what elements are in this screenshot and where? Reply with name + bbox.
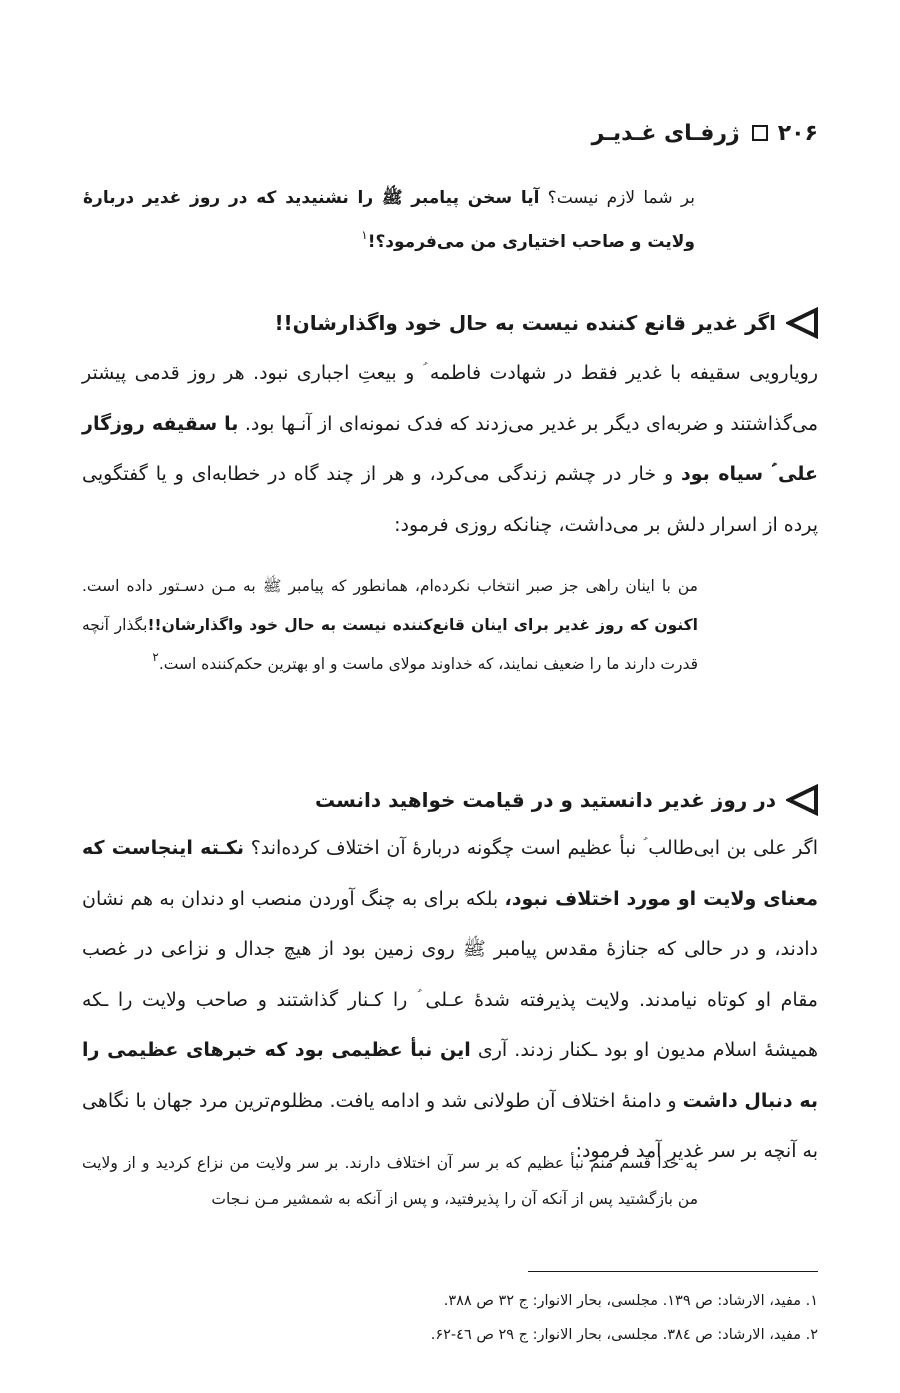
section-heading-1-text: اگر غدیر قانع کننده نیست به حال خود واگذارشان!!: [274, 311, 776, 335]
section-1-paragraph: [82, 348, 818, 550]
footnote-ref-1[interactable]: ۱: [361, 228, 368, 242]
paragraph-text: اگر علی بن ابی‌طالب ؑ نبأ عظیم است چگونه دربارهٔ آن اختلاف کرده‌اند؟: [244, 837, 818, 859]
paragraph-text: رویارویی سقیفه با غدیر فقط در شهادت فاطمه ؑ و بیعتِ اجباری نبود. هر روز قدمی پیشتر می‌گذاشتند و ضربه‌ای دیگر بر غدیر می‌زدند که فدک نمونه‌ای از آنـها بود.: [82, 362, 819, 435]
square-separator-icon: [752, 125, 768, 141]
paragraph-text: و خار در چشم زندگی می‌کرد، و هر از چند گاه در خطابه‌ای و یا گفتگویی پرده از اسرار دلش بر می‌داشت، چنانکه روزی فرمود:: [82, 463, 818, 536]
paragraph-bold-text: این نبأ عظیمی بود که خبرهای عظیمی را به دنبال داشت: [82, 1039, 818, 1112]
page-number: ۲۰۶: [777, 120, 818, 146]
quote-bold-text: اکنون که روز غدیر برای اینان قانع‌کننده نیست به حال خود واگذارشان!!: [147, 616, 698, 634]
section-1-quote: [82, 567, 698, 684]
intro-quote-continuation: [83, 176, 695, 264]
quote-text: بگذار آنچه قدرت دارند ما را ضعیف نمایند، که خداوند مولای ماست و او بهترین حکم‌کننده است.: [82, 616, 698, 673]
paragraph-bold-text: نکـته اینجاست که معنای ولایت او مورد اختلاف نبود،: [82, 837, 818, 910]
section-heading-1: [82, 303, 818, 343]
section-2-paragraph: [82, 823, 818, 1177]
quote-text: به خدا قسم منم نبأ عظیم که بر سر آن اختلاف دارند. بر سر ولایت من نزاع کردید و از ولایت من بازگشتید پس از آنکه آن را پذیرفتید، و پس از آنکه به شمشیر مـن نـجات: [82, 1154, 698, 1208]
footnote-divider: [528, 1271, 818, 1272]
footnote-1: ۱. مفید، الارشاد: ص ۱۳۹. مجلسی، بحار الانوار: ج ۳۲ ص ۳۸۸.: [443, 1293, 818, 1309]
footnote-ref-2[interactable]: ۲: [152, 650, 159, 664]
triangle-bullet-icon: [786, 307, 818, 339]
section-heading-2: [82, 780, 818, 820]
quote-text: من با اینان راهی جز صبر انتخاب نکرده‌ام، همانطور که پیامبر ﷺ به مـن دسـتور داده است.: [82, 577, 698, 595]
intro-bold-text: آیا سخن پیامبر ﷺ را نشنیدید که در روز غدیر دربارهٔ ولایت و صاحب اختیاری من می‌فرمود؟!: [83, 188, 695, 252]
footnote-2: ۲. مفید، الارشاد: ص ۳۸٤. مجلسی، بحار الانوار: ج ۲۹ ص ٤٦-۶۲.: [430, 1327, 818, 1343]
intro-text: بر شما لازم نیست؟: [539, 188, 695, 208]
footnotes: [82, 1284, 818, 1352]
section-heading-2-text: در روز غدیر دانستید و در قیامت خواهید دانست: [314, 788, 776, 812]
triangle-bullet-icon: [786, 784, 818, 816]
running-header: [82, 118, 818, 148]
paragraph-text: و دامنهٔ اختلاف آن طولانی شد و ادامه یافت. مظلوم‌ترین مرد جهان با نگاهی به آنچه بر سر غدیر آمد فرمود:: [82, 1089, 818, 1162]
section-2-quote: [82, 1145, 698, 1217]
book-title: ژرفـای غـدیـر: [591, 120, 740, 146]
paragraph-text: بلکه برای به چنگ آوردن منصب او دندان به هم نشان دادند، و در حالی که جنازهٔ مقدس پیامبر ﷺ روی زمین بود از هیچ جدال و نزاعی در غصب مقام او کوتاه نیامدند. ولایت پذیرفته شدهٔ عـلی ؑ را کـنار گذاشتند و صاحب ولایت را ـکه همیشهٔ اسلام مدیون او بود ـکنار زدند. آری: [82, 887, 819, 1061]
paragraph-bold-text: با سقیفه روزگار علی ؑ سیاه بود: [82, 412, 819, 485]
